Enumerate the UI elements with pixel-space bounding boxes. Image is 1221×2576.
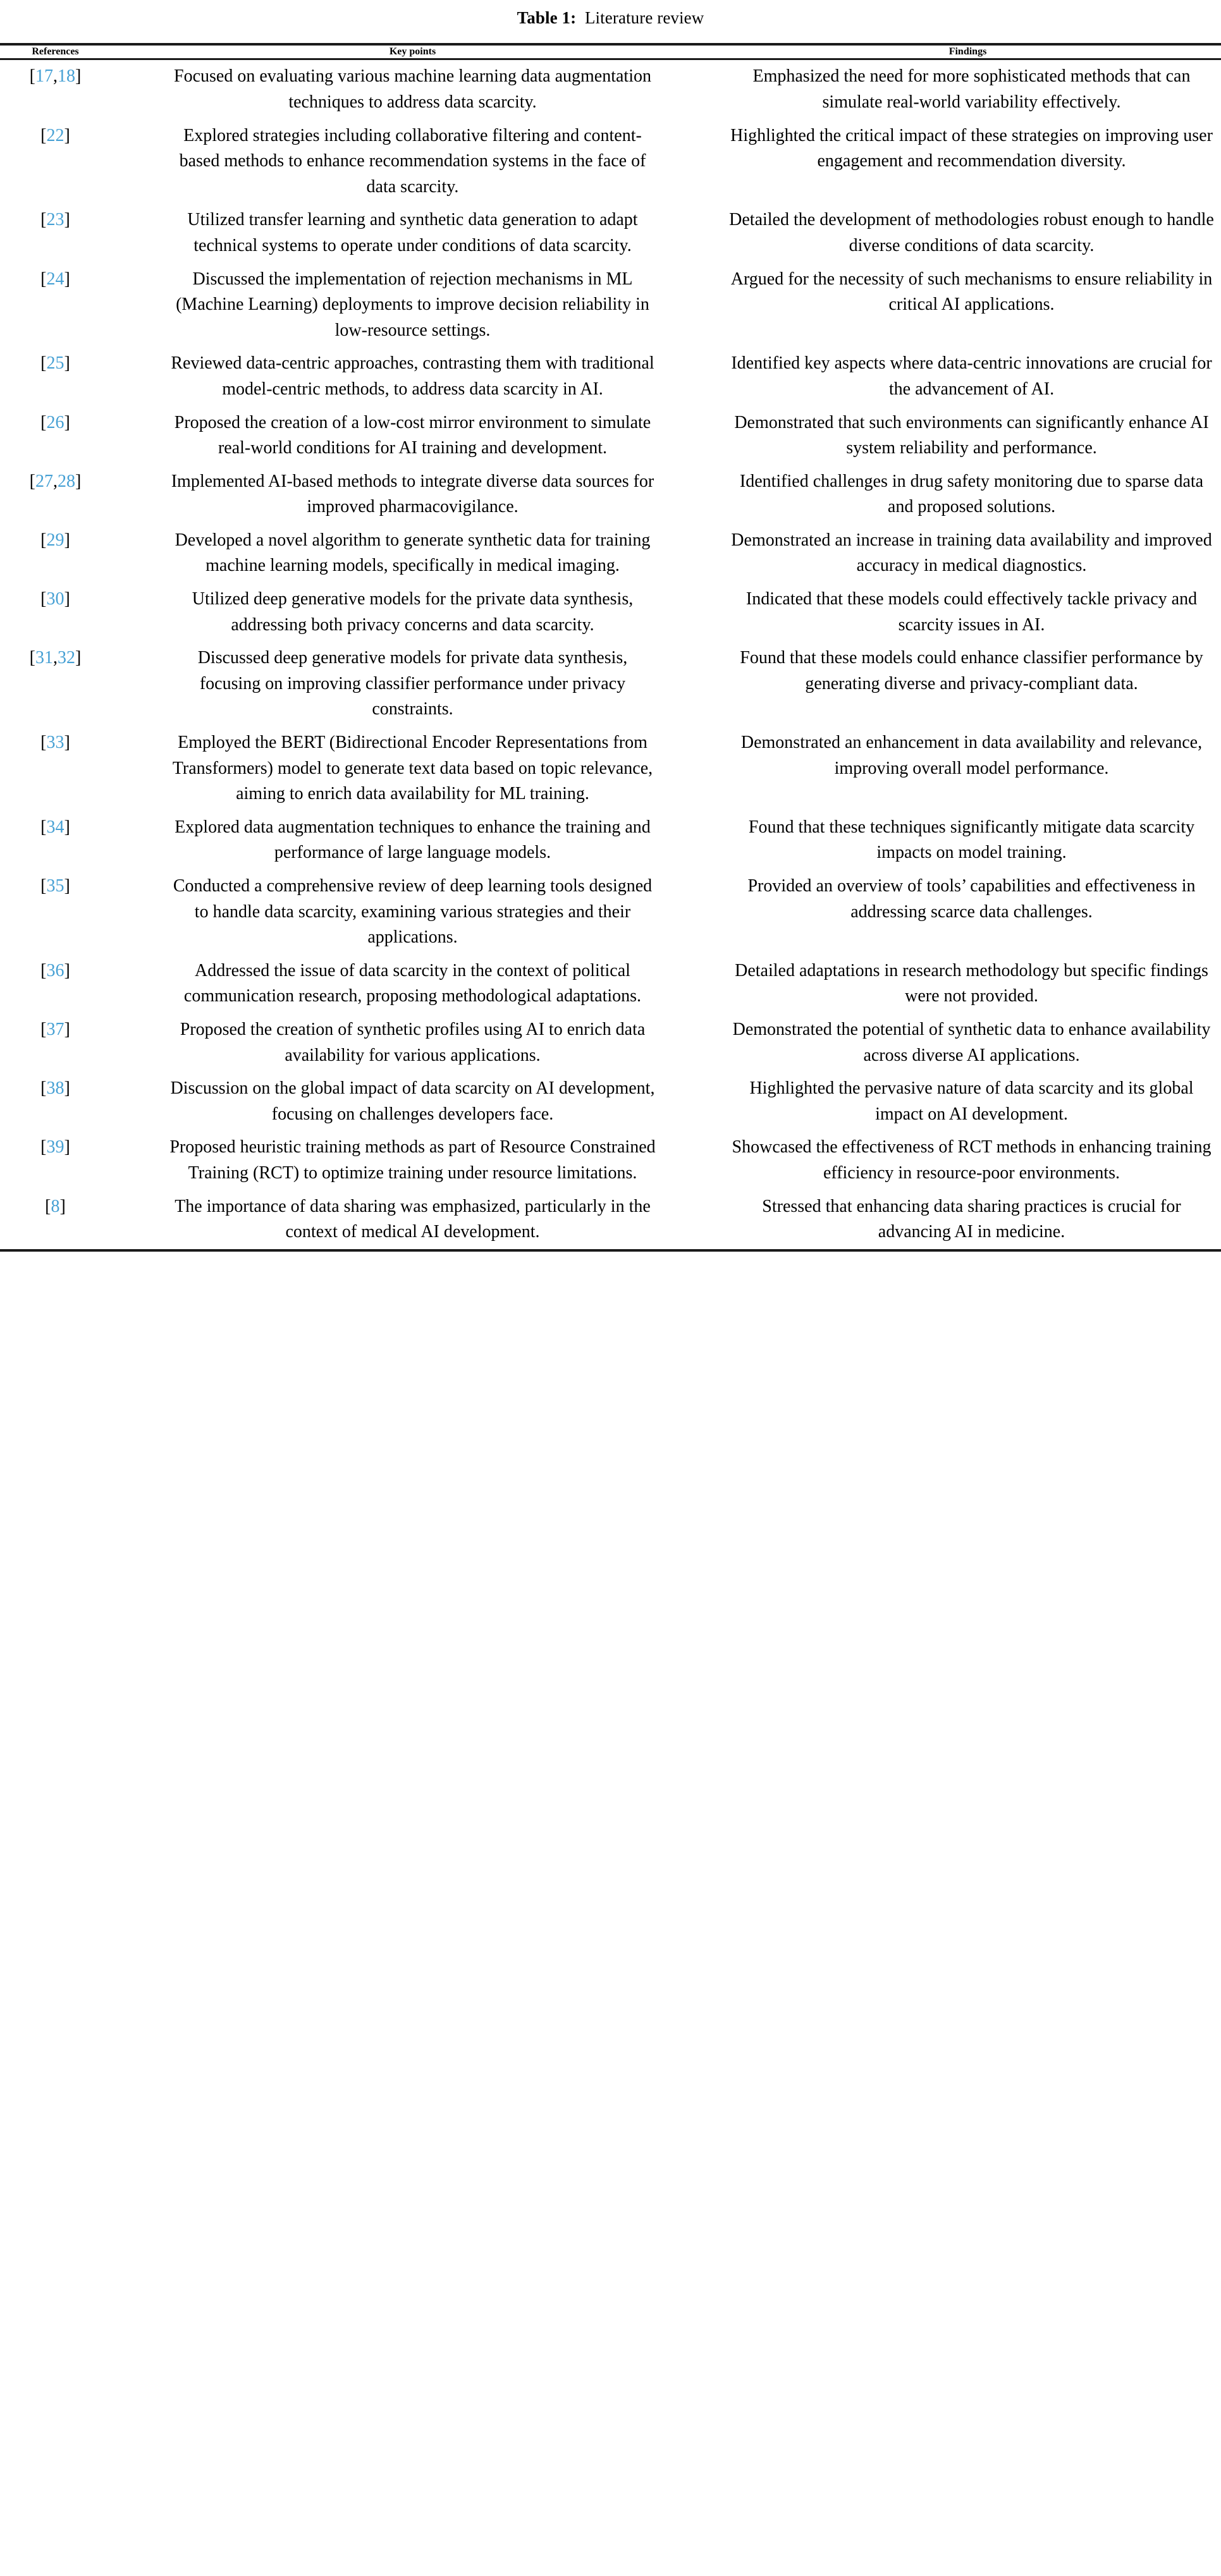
cell-key-points	[111, 119, 715, 204]
bracket-open: [	[40, 960, 47, 980]
cell-references	[0, 1013, 111, 1072]
reference-link[interactable]: 37	[46, 1019, 64, 1039]
reference-link[interactable]: 22	[46, 125, 64, 145]
key-points-text: Proposed heuristic training methods as part of Resource Constrained Training (RCT) to optimize training under resource limitations.	[169, 1137, 656, 1183]
key-points-text: Proposed the creation of a low-cost mirror environment to simulate real-world conditions for AI training and development.	[174, 412, 651, 458]
cell-key-points	[111, 583, 715, 642]
cell-findings	[715, 204, 1221, 262]
table-row	[0, 1072, 1221, 1131]
bracket-open: [	[29, 648, 35, 668]
cell-key-points	[111, 642, 715, 726]
findings-text: Highlighted the critical impact of these strategies on improving user engagement and recommendation diversity.	[730, 125, 1213, 171]
bracket-close: ]	[64, 353, 70, 374]
cell-references	[0, 1131, 111, 1190]
findings-text: Found that these models could enhance classifier performance by generating diverse and privacy-compliant data.	[740, 648, 1203, 693]
reference-link[interactable]: 28	[58, 471, 75, 491]
findings-text: Demonstrated an enhancement in data availability and relevance, improving overall model performance.	[740, 733, 1203, 778]
key-points-text: Proposed the creation of synthetic profiles using AI to enrich data availability for various applications.	[180, 1019, 646, 1065]
cell-findings	[715, 119, 1221, 204]
bracket-close: ]	[64, 125, 70, 145]
cell-findings	[715, 263, 1221, 348]
table-row	[0, 263, 1221, 348]
table-bottomrule	[0, 1250, 1221, 1252]
cell-key-points	[111, 1190, 715, 1250]
cell-findings	[715, 811, 1221, 870]
reference-separator: ,	[53, 471, 58, 491]
cell-findings	[715, 347, 1221, 406]
cell-findings	[715, 955, 1221, 1013]
bracket-open: [	[40, 1019, 47, 1039]
cell-key-points	[111, 870, 715, 955]
bracket-open: [	[40, 269, 47, 289]
table-row	[0, 1190, 1221, 1250]
cell-key-points	[111, 1131, 715, 1190]
reference-link[interactable]: 36	[46, 960, 64, 980]
cell-key-points	[111, 955, 715, 1013]
cell-references	[0, 870, 111, 955]
cell-findings	[715, 583, 1221, 642]
key-points-text: Focused on evaluating various machine learning data augmentation techniques to address data scarcity.	[174, 66, 651, 112]
key-points-text: The importance of data sharing was emphasized, particularly in the context of medical AI development.	[175, 1196, 651, 1242]
table-row	[0, 406, 1221, 465]
bracket-close: ]	[64, 1019, 70, 1039]
findings-text: Stressed that enhancing data sharing practices is crucial for advancing AI in medicine.	[762, 1196, 1181, 1242]
findings-text: Found that these techniques significantly mitigate data scarcity impacts on model training.	[748, 817, 1195, 863]
findings-text: Demonstrated that such environments can significantly enhance AI system reliability and performance.	[734, 412, 1209, 458]
key-points-text: Implemented AI-based methods to integrate diverse data sources for improved pharmacovigilance.	[171, 471, 654, 517]
bracket-open: [	[40, 353, 47, 374]
cell-key-points	[111, 1013, 715, 1072]
cell-key-points	[111, 347, 715, 406]
cell-findings	[715, 642, 1221, 726]
reference-link[interactable]: 8	[51, 1196, 60, 1216]
table-row	[0, 60, 1221, 119]
cell-references	[0, 1190, 111, 1250]
bracket-open: [	[40, 1078, 47, 1099]
cell-findings	[715, 1013, 1221, 1072]
findings-text: Identified key aspects where data-centric innovations are crucial for the advancement of AI.	[731, 353, 1212, 399]
reference-link[interactable]: 38	[46, 1078, 64, 1099]
bracket-close: ]	[64, 412, 70, 432]
findings-text: Provided an overview of tools’ capabilities and effectiveness in addressing scarce data challenges.	[747, 876, 1196, 922]
column-header-findings: Findings	[948, 46, 987, 58]
findings-text: Indicated that these models could effectively tackle privacy and scarcity issues in AI.	[745, 589, 1198, 635]
bracket-close: ]	[75, 66, 82, 87]
key-points-text: Explored strategies including collaborative filtering and content-based methods to enhance recommendation systems in the face of data scarcity.	[179, 125, 646, 197]
cell-key-points	[111, 60, 715, 119]
reference-link[interactable]: 24	[46, 269, 64, 289]
bracket-close: ]	[64, 1137, 70, 1157]
findings-text: Emphasized the need for more sophisticated methods that can simulate real-world variability effectively.	[752, 66, 1191, 112]
bracket-open: [	[40, 210, 47, 230]
cell-references	[0, 263, 111, 348]
bracket-close: ]	[64, 589, 70, 609]
table-row	[0, 726, 1221, 811]
bracket-close: ]	[75, 471, 82, 491]
bracket-close: ]	[64, 210, 70, 230]
table-caption-label: Table 1:	[517, 8, 577, 27]
table-row	[0, 119, 1221, 204]
reference-link[interactable]: 23	[46, 210, 64, 230]
findings-text: Showcased the effectiveness of RCT methods in enhancing training efficiency in resource-poor environments.	[732, 1137, 1212, 1183]
bracket-close: ]	[64, 876, 70, 896]
bracket-open: [	[45, 1196, 51, 1216]
bracket-open: [	[29, 471, 35, 491]
bracket-close: ]	[64, 269, 70, 289]
table-row	[0, 1131, 1221, 1190]
findings-text: Demonstrated an increase in training data availability and improved accuracy in medical diagnostics.	[731, 530, 1212, 576]
key-points-text: Discussed deep generative models for private data synthesis, focusing on improving classifier performance under privacy constraints.	[197, 648, 628, 719]
bracket-open: [	[29, 66, 35, 87]
bracket-close: ]	[59, 1196, 66, 1216]
reference-link[interactable]: 27	[35, 471, 53, 491]
reference-link[interactable]: 35	[46, 876, 64, 896]
cell-references	[0, 204, 111, 262]
table-row	[0, 204, 1221, 262]
cell-key-points	[111, 1072, 715, 1131]
bracket-open: [	[40, 125, 47, 145]
table-row	[0, 1013, 1221, 1072]
cell-findings	[715, 524, 1221, 583]
key-points-text: Utilized deep generative models for the private data synthesis, addressing both privacy concerns and data scarcity.	[192, 589, 634, 635]
reference-link[interactable]: 25	[46, 353, 64, 374]
cell-references	[0, 406, 111, 465]
cell-findings	[715, 1190, 1221, 1250]
reference-link[interactable]: 39	[46, 1137, 64, 1157]
cell-key-points	[111, 263, 715, 348]
reference-link[interactable]: 26	[46, 412, 64, 432]
key-points-text: Reviewed data-centric approaches, contrasting them with traditional model-centric methods, to address data scarcity in AI.	[171, 353, 654, 399]
table-row	[0, 347, 1221, 406]
bracket-open: [	[40, 876, 47, 896]
key-points-text: Employed the BERT (Bidirectional Encoder Representations from Transformers) model to generate text data based on topic relevance, aiming to enrich data availability for ML training.	[172, 733, 653, 804]
reference-link[interactable]: 33	[46, 733, 64, 753]
table-row	[0, 465, 1221, 524]
cell-references	[0, 811, 111, 870]
findings-text: Highlighted the pervasive nature of data scarcity and its global impact on AI development.	[749, 1078, 1194, 1124]
table-row	[0, 524, 1221, 583]
bracket-open: [	[40, 412, 47, 432]
key-points-text: Conducted a comprehensive review of deep learning tools designed to handle data scarcity, examining various strategies and their applications.	[173, 876, 653, 948]
table-row	[0, 811, 1221, 870]
findings-text: Detailed adaptations in research methodology but specific findings were not provided.	[735, 960, 1208, 1006]
reference-link[interactable]: 31	[35, 648, 53, 668]
reference-link[interactable]: 17	[35, 66, 53, 87]
cell-references	[0, 524, 111, 583]
cell-key-points	[111, 406, 715, 465]
bracket-close: ]	[64, 817, 70, 837]
column-header-references: References	[32, 46, 79, 58]
reference-separator: ,	[53, 66, 58, 87]
cell-references	[0, 642, 111, 726]
key-points-text: Discussion on the global impact of data scarcity on AI development, focusing on challenges developers face.	[170, 1078, 655, 1124]
cell-findings	[715, 60, 1221, 119]
bracket-open: [	[40, 530, 47, 550]
reference-link[interactable]: 18	[58, 66, 75, 87]
cell-findings	[715, 1131, 1221, 1190]
cell-references	[0, 583, 111, 642]
reference-link[interactable]: 32	[58, 648, 75, 668]
findings-text: Demonstrated the potential of synthetic data to enhance availability across diverse AI applications.	[732, 1019, 1211, 1065]
bracket-close: ]	[64, 530, 70, 550]
column-header-key-points: Key points	[389, 46, 436, 58]
cell-findings	[715, 406, 1221, 465]
reference-link[interactable]: 30	[46, 589, 64, 609]
bracket-close: ]	[64, 733, 70, 753]
cell-key-points	[111, 524, 715, 583]
cell-findings	[715, 726, 1221, 811]
literature-review-table	[0, 43, 1221, 1251]
cell-references	[0, 60, 111, 119]
cell-findings	[715, 1072, 1221, 1131]
bracket-open: [	[40, 589, 47, 609]
table-caption	[0, 0, 1221, 43]
reference-link[interactable]: 29	[46, 530, 64, 550]
key-points-text: Utilized transfer learning and synthetic data generation to adapt technical systems to operate under conditions of data scarcity.	[187, 210, 638, 255]
table-caption-text: Literature review	[584, 8, 704, 27]
key-points-text: Developed a novel algorithm to generate synthetic data for training machine learning models, specifically in medical imaging.	[175, 530, 651, 576]
key-points-text: Explored data augmentation techniques to enhance the training and performance of large language models.	[175, 817, 651, 863]
cell-findings	[715, 870, 1221, 955]
cell-references	[0, 1072, 111, 1131]
cell-key-points	[111, 811, 715, 870]
cell-references	[0, 347, 111, 406]
cell-references	[0, 726, 111, 811]
cell-references	[0, 119, 111, 204]
bracket-close: ]	[75, 648, 82, 668]
bracket-open: [	[40, 733, 47, 753]
cell-findings	[715, 465, 1221, 524]
cell-key-points	[111, 465, 715, 524]
findings-text: Identified challenges in drug safety monitoring due to sparse data and proposed solutions.	[739, 471, 1204, 517]
findings-text: Argued for the necessity of such mechanisms to ensure reliability in critical AI applications.	[730, 269, 1213, 315]
cell-key-points	[111, 204, 715, 262]
findings-text: Detailed the development of methodologies robust enough to handle diverse conditions of data scarcity.	[729, 210, 1214, 255]
reference-link[interactable]: 34	[46, 817, 64, 837]
bracket-close: ]	[64, 960, 70, 980]
table-header-row	[0, 46, 1221, 59]
table-row	[0, 583, 1221, 642]
bracket-close: ]	[64, 1078, 70, 1099]
cell-references	[0, 955, 111, 1013]
bracket-open: [	[40, 1137, 47, 1157]
key-points-text: Addressed the issue of data scarcity in the context of political communication research, proposing methodological adaptations.	[183, 960, 642, 1006]
key-points-text: Discussed the implementation of rejection mechanisms in ML (Machine Learning) deployments to improve decision reliability in low-resource settings.	[176, 269, 649, 340]
bracket-open: [	[40, 817, 47, 837]
cell-references	[0, 465, 111, 524]
table-row	[0, 955, 1221, 1013]
cell-key-points	[111, 726, 715, 811]
table-row	[0, 870, 1221, 955]
table-row	[0, 642, 1221, 726]
reference-separator: ,	[53, 648, 58, 668]
